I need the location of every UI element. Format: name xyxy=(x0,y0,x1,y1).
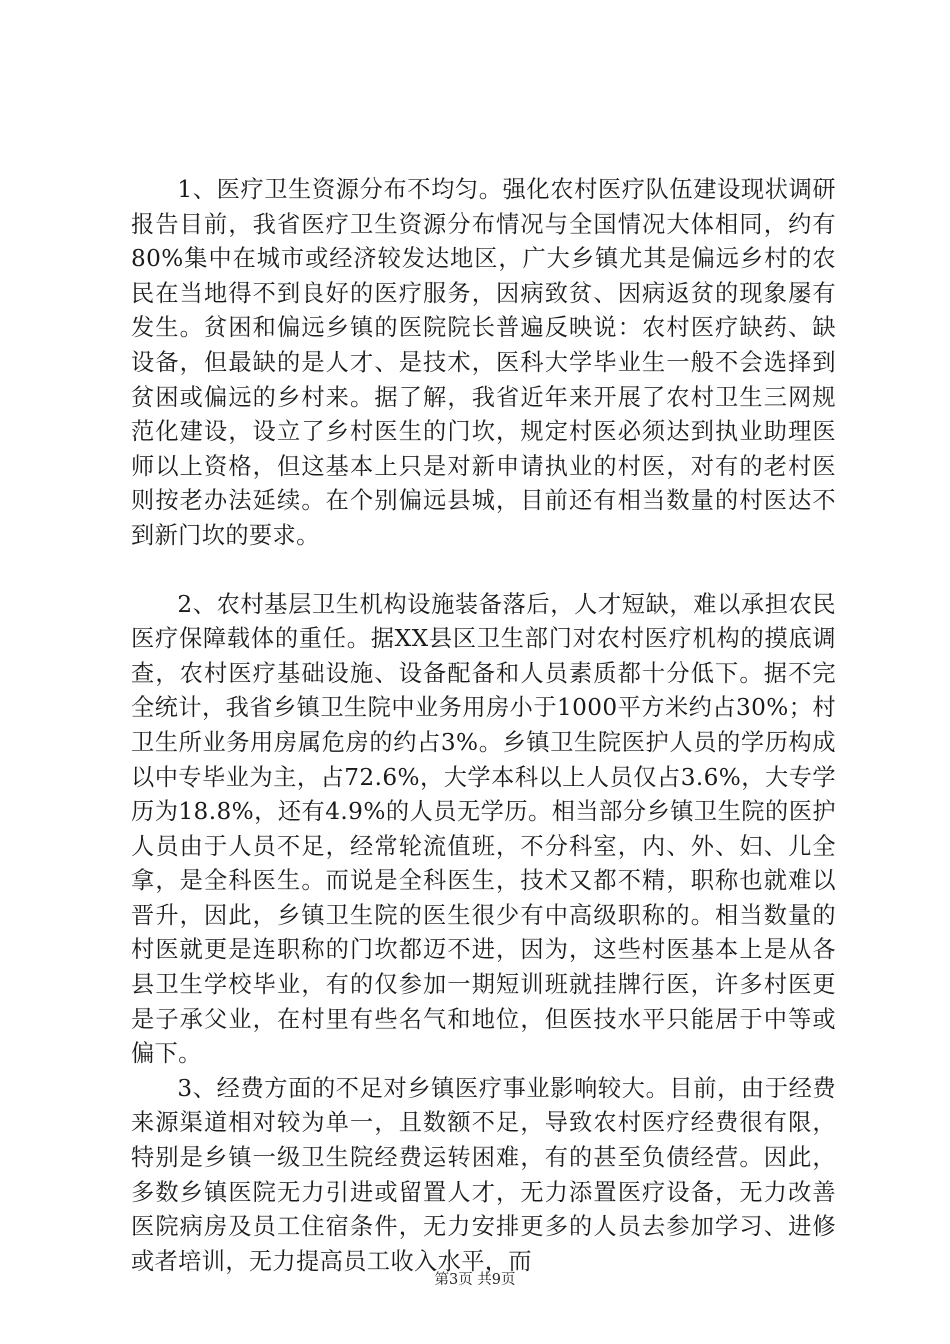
document-body xyxy=(131,173,836,1279)
paragraph-1: 1、医疗卫生资源分布不均匀。强化农村医疗队伍建设现状调研报告目前，我省医疗卫生资源分布情况与全国情况大体相同，约有80%集中在城市或经济较发达地区，广大乡镇尤其是偏远乡村的农民在当地得不到良好的医疗服务，因病致贫、因病返贫的现象屡有发生。贫困和偏远乡镇的医院院长普遍反映说：农村医疗缺药、缺设备，但最缺的是人才、是技术，医科大学毕业生一般不会选择到贫困或偏远的乡村来。据了解，我省近年来开展了农村卫生三网规范化建设，设立了乡村医生的门坎，规定村医必须达到执业助理医师以上资格，但这基本上只是对新申请执业的村医，对有的老村医则按老办法延续。在个别偏远县城，目前还有相当数量的村医达不到新门坎的要求。 xyxy=(131,176,836,549)
paragraph-3: 3、经费方面的不足对乡镇医疗事业影响较大。目前，由于经费来源渠道相对较为单一，且数额不足，导致农村医疗经费很有限，特别是乡镇一级卫生院经费运转困难，有的甚至负债经营。因此，多数乡镇医院无力引进或留置人才，无力添置医疗设备，无力改善医院病房及员工住宿条件，无力安排更多的人员去参加学习、进修或者培训，无力提高员工收入水平，而 xyxy=(131,1074,836,1275)
page-number-footer: 第3页 共9页 xyxy=(434,1272,516,1288)
paragraph-2: 2、农村基层卫生机构设施装备落后，人才短缺，难以承担农民医疗保障载体的重任。据XX县区卫生部门对农村医疗机构的摸底调查，农村医疗基础设施、设备配备和人员素质都十分低下。据不完全统计，我省乡镇卫生院中业务用房小于1000平方米约占30%；村卫生所业务用房属危房的约占3%。乡镇卫生院医护人员的学历构成以中专毕业为主，占72.6%，大学本科以上人员仅占3.6%，大专学历为18.8%，还有4.9%的人员无学历。相当部分乡镇卫生院的医护人员由于人员不足，经常轮流值班，不分科室，内、外、妇、儿全拿，是全科医生。而说是全科医生，技术又都不精，职称也就难以晋升，因此，乡镇卫生院的医生很少有中高级职称的。相当数量的村医就更是连职称的门坎都迈不进，因为，这些村医基本上是从各县卫生学校毕业，有的仅参加一期短训班就挂牌行医，许多村医更是子承父业，在村里有些名气和地位，但医技水平只能居于中等或偏下。 xyxy=(131,590,836,1068)
